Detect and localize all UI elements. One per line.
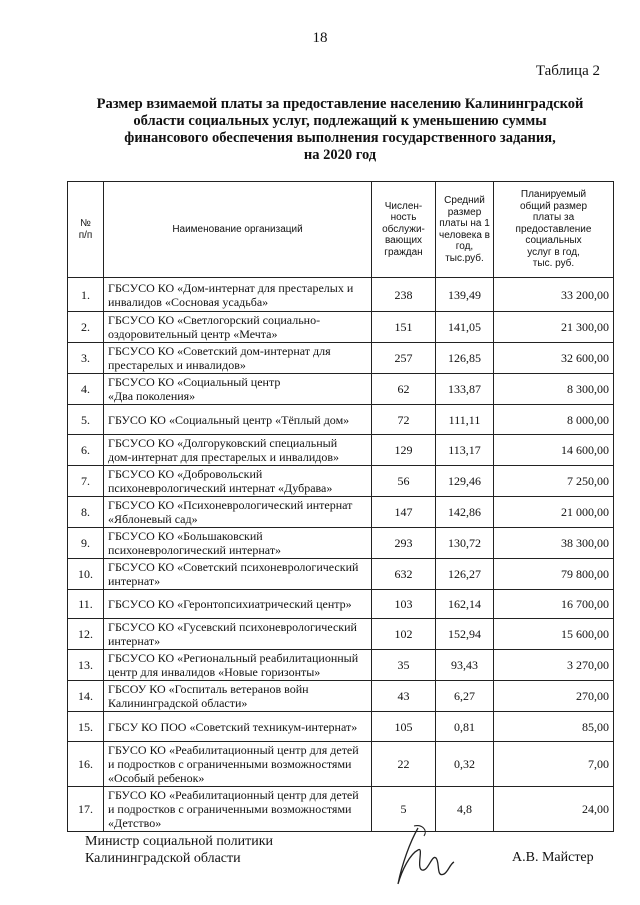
organization-name-line: ГБСУСО КО «Советский дом-интернат для [108, 344, 331, 358]
organization-name [104, 343, 372, 374]
served-count: 62 [372, 374, 436, 405]
avg-fee: 130,72 [436, 528, 494, 559]
avg-fee: 141,05 [436, 312, 494, 343]
table-row [68, 787, 614, 832]
table-row [68, 497, 614, 528]
row-number: 9. [68, 528, 104, 559]
table-row [68, 590, 614, 619]
table-row [68, 650, 614, 681]
row-number: 5. [68, 405, 104, 435]
planned-total: 24,00 [494, 787, 614, 832]
organization-name-line: ГБСУСО КО «Гусевский психоневрологический [108, 620, 357, 634]
organization-name-line: интернат» [108, 634, 161, 648]
row-number: 2. [68, 312, 104, 343]
planned-total: 7,00 [494, 742, 614, 787]
row-number: 12. [68, 619, 104, 650]
organization-name-line: психоневрологический интернат» [108, 543, 282, 557]
served-count: 103 [372, 590, 436, 619]
organization-name [104, 528, 372, 559]
organization-name-line: ГБСУСО КО «Геронтопсихиатрический центр» [108, 597, 352, 611]
organization-name-line: ГБСУ КО ПОО «Советский техникум-интернат» [108, 719, 358, 734]
avg-fee: 93,43 [436, 650, 494, 681]
avg-fee: 142,86 [436, 497, 494, 528]
planned-total: 8 000,00 [494, 405, 614, 435]
header-planned: Планируемый общий размер платы за предоставление социальных услуг в год, тыс. руб. [494, 182, 614, 278]
organization-name [104, 435, 372, 466]
organization-name-line: ГБСУСО КО «Дом-интернат для престарелых и [108, 280, 354, 295]
header-count: Числен- ность обслужи- вающих граждан [372, 182, 436, 278]
signatory-name: А.В. Майстер [512, 850, 594, 865]
organization-name-line: инвалидов «Сосновая усадьба» [108, 294, 269, 309]
avg-fee: 0,81 [436, 712, 494, 742]
organization-name-line: престарелых и инвалидов» [108, 358, 246, 372]
planned-total: 38 300,00 [494, 528, 614, 559]
planned-total: 85,00 [494, 712, 614, 742]
served-count: 43 [372, 681, 436, 712]
table-row [68, 374, 614, 405]
table-row [68, 712, 614, 742]
organization-name [104, 278, 372, 312]
planned-total: 21 000,00 [494, 497, 614, 528]
avg-fee: 162,14 [436, 590, 494, 619]
avg-fee: 111,11 [436, 405, 494, 435]
table-row [68, 312, 614, 343]
organization-name-line: Калининградской области» [108, 696, 248, 710]
organization-name-line: ГБУСО КО «Социальный центр «Тёплый дом» [108, 412, 350, 427]
avg-fee: 0,32 [436, 742, 494, 787]
served-count: 238 [372, 278, 436, 312]
avg-fee: 4,8 [436, 787, 494, 832]
planned-total: 79 800,00 [494, 559, 614, 590]
title-line: на 2020 год [303, 147, 377, 163]
handwritten-signature [388, 820, 468, 890]
table-row [68, 278, 614, 312]
planned-total: 21 300,00 [494, 312, 614, 343]
signatory-title: Министр социальной политики Калининградской области [85, 834, 274, 866]
planned-total: 14 600,00 [494, 435, 614, 466]
organization-name-line: ГБУСО КО «Реабилитационный центр для детей [108, 788, 359, 802]
organization-name-line: ГБСУСО КО «Долгоруковский специальный [108, 436, 338, 450]
organization-name [104, 787, 372, 832]
table-row [68, 681, 614, 712]
avg-fee: 129,46 [436, 466, 494, 497]
table-row [68, 435, 614, 466]
served-count: 22 [372, 742, 436, 787]
avg-fee: 126,85 [436, 343, 494, 374]
organization-name-line: и подростков с ограниченными возможностями [108, 757, 352, 771]
row-number: 11. [68, 590, 104, 619]
row-number: 6. [68, 435, 104, 466]
organization-name-line: ГБСУСО КО «Социальный центр [108, 375, 281, 389]
table-row [68, 343, 614, 374]
planned-total: 16 700,00 [494, 590, 614, 619]
organization-name [104, 712, 372, 742]
table-row [68, 528, 614, 559]
row-number: 10. [68, 559, 104, 590]
organization-name-line: ГБСУСО КО «Большаковский [108, 529, 263, 543]
organization-name-line: ГБСУСО КО «Советский психоневрологический [108, 560, 359, 574]
table-row [68, 742, 614, 787]
row-number: 7. [68, 466, 104, 497]
row-number: 15. [68, 712, 104, 742]
organization-name-line: ГБСУСО КО «Светлогорский социально- [108, 313, 321, 327]
planned-total: 15 600,00 [494, 619, 614, 650]
header-num: № п/п [68, 182, 104, 278]
served-count: 56 [372, 466, 436, 497]
organization-name [104, 497, 372, 528]
organization-name-line: и подростков с ограниченными возможностями [108, 802, 352, 816]
row-number: 13. [68, 650, 104, 681]
organization-name-line: ГБСУСО КО «Психоневрологический интернат [108, 498, 353, 512]
row-number: 3. [68, 343, 104, 374]
planned-total: 33 200,00 [494, 278, 614, 312]
organization-name-line: ГБСУСО КО «Региональный реабилитационный [108, 651, 359, 665]
organization-name-line: ГБУСО КО «Реабилитационный центр для детей [108, 743, 359, 757]
table-row [68, 619, 614, 650]
organization-name [104, 405, 372, 435]
planned-total: 7 250,00 [494, 466, 614, 497]
planned-total: 270,00 [494, 681, 614, 712]
planned-total: 32 600,00 [494, 343, 614, 374]
page-number: 18 [312, 30, 328, 46]
organization-name-line: «Особый ребенок» [108, 771, 205, 785]
avg-fee: 126,27 [436, 559, 494, 590]
organization-name [104, 374, 372, 405]
organization-name-line: «Два поколения» [108, 389, 196, 403]
served-count: 129 [372, 435, 436, 466]
avg-fee: 6,27 [436, 681, 494, 712]
fees-table [67, 181, 614, 832]
served-count: 151 [372, 312, 436, 343]
organization-name-line: ГБСОУ КО «Госпиталь ветеранов войн [108, 682, 309, 696]
row-number: 16. [68, 742, 104, 787]
organization-name-line: интернат» [108, 574, 161, 588]
organization-name [104, 559, 372, 590]
served-count: 147 [372, 497, 436, 528]
organization-name [104, 650, 372, 681]
organization-name-line: оздоровительный центр «Мечта» [108, 327, 278, 341]
avg-fee: 152,94 [436, 619, 494, 650]
title-line: области социальных услуг, подлежащий к уменьшению суммы [133, 113, 547, 129]
table-row [68, 405, 614, 435]
served-count: 632 [372, 559, 436, 590]
served-count: 102 [372, 619, 436, 650]
table-row [68, 559, 614, 590]
served-count: 35 [372, 650, 436, 681]
served-count: 72 [372, 405, 436, 435]
avg-fee: 133,87 [436, 374, 494, 405]
organization-name-line: «Яблоневый сад» [108, 512, 198, 526]
title-line: финансового обеспечения выполнения государственного задания, [124, 130, 556, 146]
header-name: Наименование организаций [104, 182, 372, 278]
row-number: 17. [68, 787, 104, 832]
table-row [68, 466, 614, 497]
row-number: 1. [68, 278, 104, 312]
organization-name [104, 619, 372, 650]
header-avg: Средний размер платы на 1 человека в год, тыс.руб. [436, 182, 494, 278]
organization-name-line: «Детство» [108, 816, 162, 830]
avg-fee: 113,17 [436, 435, 494, 466]
planned-total: 3 270,00 [494, 650, 614, 681]
served-count: 293 [372, 528, 436, 559]
served-count: 5 [372, 787, 436, 832]
organization-name [104, 312, 372, 343]
table-caption: Таблица 2 [535, 63, 600, 79]
title-line: Размер взимаемой платы за предоставление населению Калининградской [96, 96, 584, 112]
organization-name [104, 742, 372, 787]
served-count: 105 [372, 712, 436, 742]
served-count: 257 [372, 343, 436, 374]
avg-fee: 139,49 [436, 278, 494, 312]
organization-name-line: центр для инвалидов «Новые горизонты» [108, 665, 321, 679]
row-number: 8. [68, 497, 104, 528]
row-number: 14. [68, 681, 104, 712]
organization-name-line: дом-интернат для престарелых и инвалидов» [108, 450, 340, 464]
organization-name [104, 466, 372, 497]
organization-name-line: ГБСУСО КО «Добровольский [108, 467, 263, 481]
organization-name [104, 590, 372, 619]
organization-name-line: психоневрологический интернат «Дубрава» [108, 481, 333, 495]
planned-total: 8 300,00 [494, 374, 614, 405]
row-number: 4. [68, 374, 104, 405]
organization-name [104, 681, 372, 712]
document-title [60, 96, 620, 164]
header-row [68, 182, 614, 278]
